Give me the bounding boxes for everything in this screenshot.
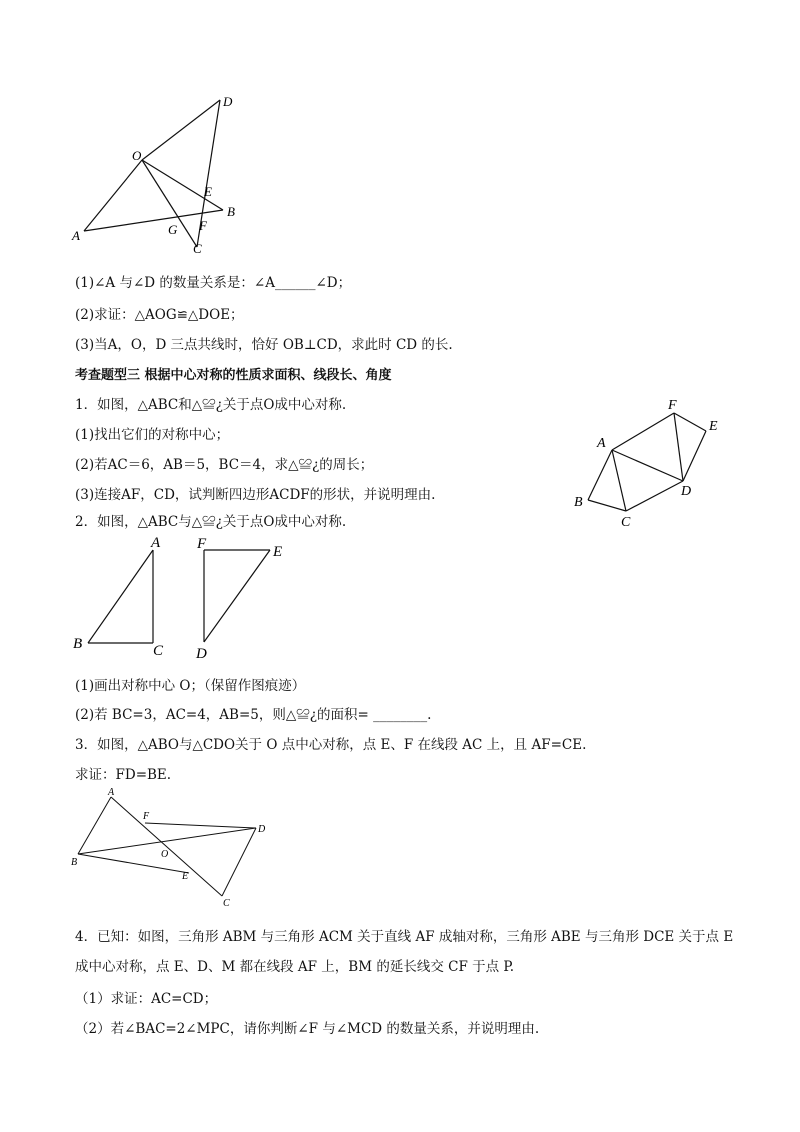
q1-part2: (2)若AC＝6，AB＝5，BC＝4，求△≌¿的周长； (75, 457, 374, 473)
figure-aod (60, 90, 250, 260)
label-d: D (196, 646, 207, 662)
q4-part1: （1）求证：AC=CD； (75, 991, 218, 1007)
label-c: C (621, 515, 631, 530)
q4-stem-line1: 4．已知：如图，三角形 ABM 与三角形 ACM 关于直线 AF 成轴对称，三角形 ABE 与三角形 DCE 关于点 E (75, 929, 734, 945)
section-title: 考查题型三 根据中心对称的性质求面积、线段长、角度 (75, 368, 392, 383)
q-top-part3: (3)当A，O，D 三点共线时，恰好 OB⊥CD，求此时 CD 的长. (75, 337, 453, 353)
label-e: E (273, 544, 283, 560)
q2-part1: (1)画出对称中心 O；（保留作图痕迹） (75, 678, 306, 694)
label-g: G (168, 222, 178, 237)
label-e: E (182, 871, 189, 882)
label-o: O (132, 148, 142, 163)
q3-prove: 求证：FD=BE. (75, 767, 172, 783)
label-o: O (161, 849, 169, 860)
q-top-part1: (1)∠A 与∠D 的数量关系是：∠A______∠D； (75, 275, 352, 291)
q3-stem: 3．如图，△ABO与△CDO关于 O 点中心对称，点 E、F 在线段 AC 上，且 AF=CE. (75, 737, 587, 753)
label-b: B (71, 857, 78, 868)
label-a: A (72, 228, 80, 243)
q2-stem: 2．如图，△ABC与△≌¿关于点O成中心对称. (75, 514, 347, 530)
label-f: F (668, 398, 677, 413)
q2-part2: (2)若 BC=3，AC=4，AB=5，则△≌¿的面积= ________. (75, 707, 432, 723)
label-b: B (227, 204, 235, 219)
label-f: F (143, 811, 150, 822)
label-d: D (258, 824, 266, 835)
q4-stem-line2: 成中心对称，点 E、D、M 都在线段 AF 上，BM 的延长线交 CF 于点 P. (75, 959, 515, 975)
q1-part3: (3)连接AF，CD，试判断四边形ACDF的形状，并说明理由. (75, 487, 436, 503)
figure-q1 (560, 395, 740, 535)
q1-part1: (1)找出它们的对称中心； (75, 427, 230, 443)
label-d: D (223, 94, 233, 109)
label-a: A (108, 787, 115, 798)
q-top-part2: (2)求证：△AOG≌△DOE； (75, 307, 244, 323)
label-f: F (199, 218, 207, 233)
figure-q3 (65, 785, 275, 910)
q1-stem: 1．如图，△ABC和△≌¿关于点O成中心对称. (75, 397, 347, 413)
label-b: B (73, 636, 83, 652)
label-c: C (153, 643, 164, 659)
q4-part2: （2）若∠BAC=2∠MPC，请你判断∠F 与∠MCD 的数量关系，并说明理由. (75, 1021, 540, 1037)
figure-q2 (65, 530, 305, 665)
label-e: E (709, 419, 718, 434)
label-d: D (681, 484, 692, 499)
label-a: A (151, 535, 161, 551)
label-c: C (193, 241, 202, 256)
label-a: A (597, 436, 606, 451)
label-e: E (204, 184, 212, 199)
label-b: B (574, 495, 583, 510)
label-c: C (223, 898, 230, 909)
label-f: F (197, 536, 207, 552)
